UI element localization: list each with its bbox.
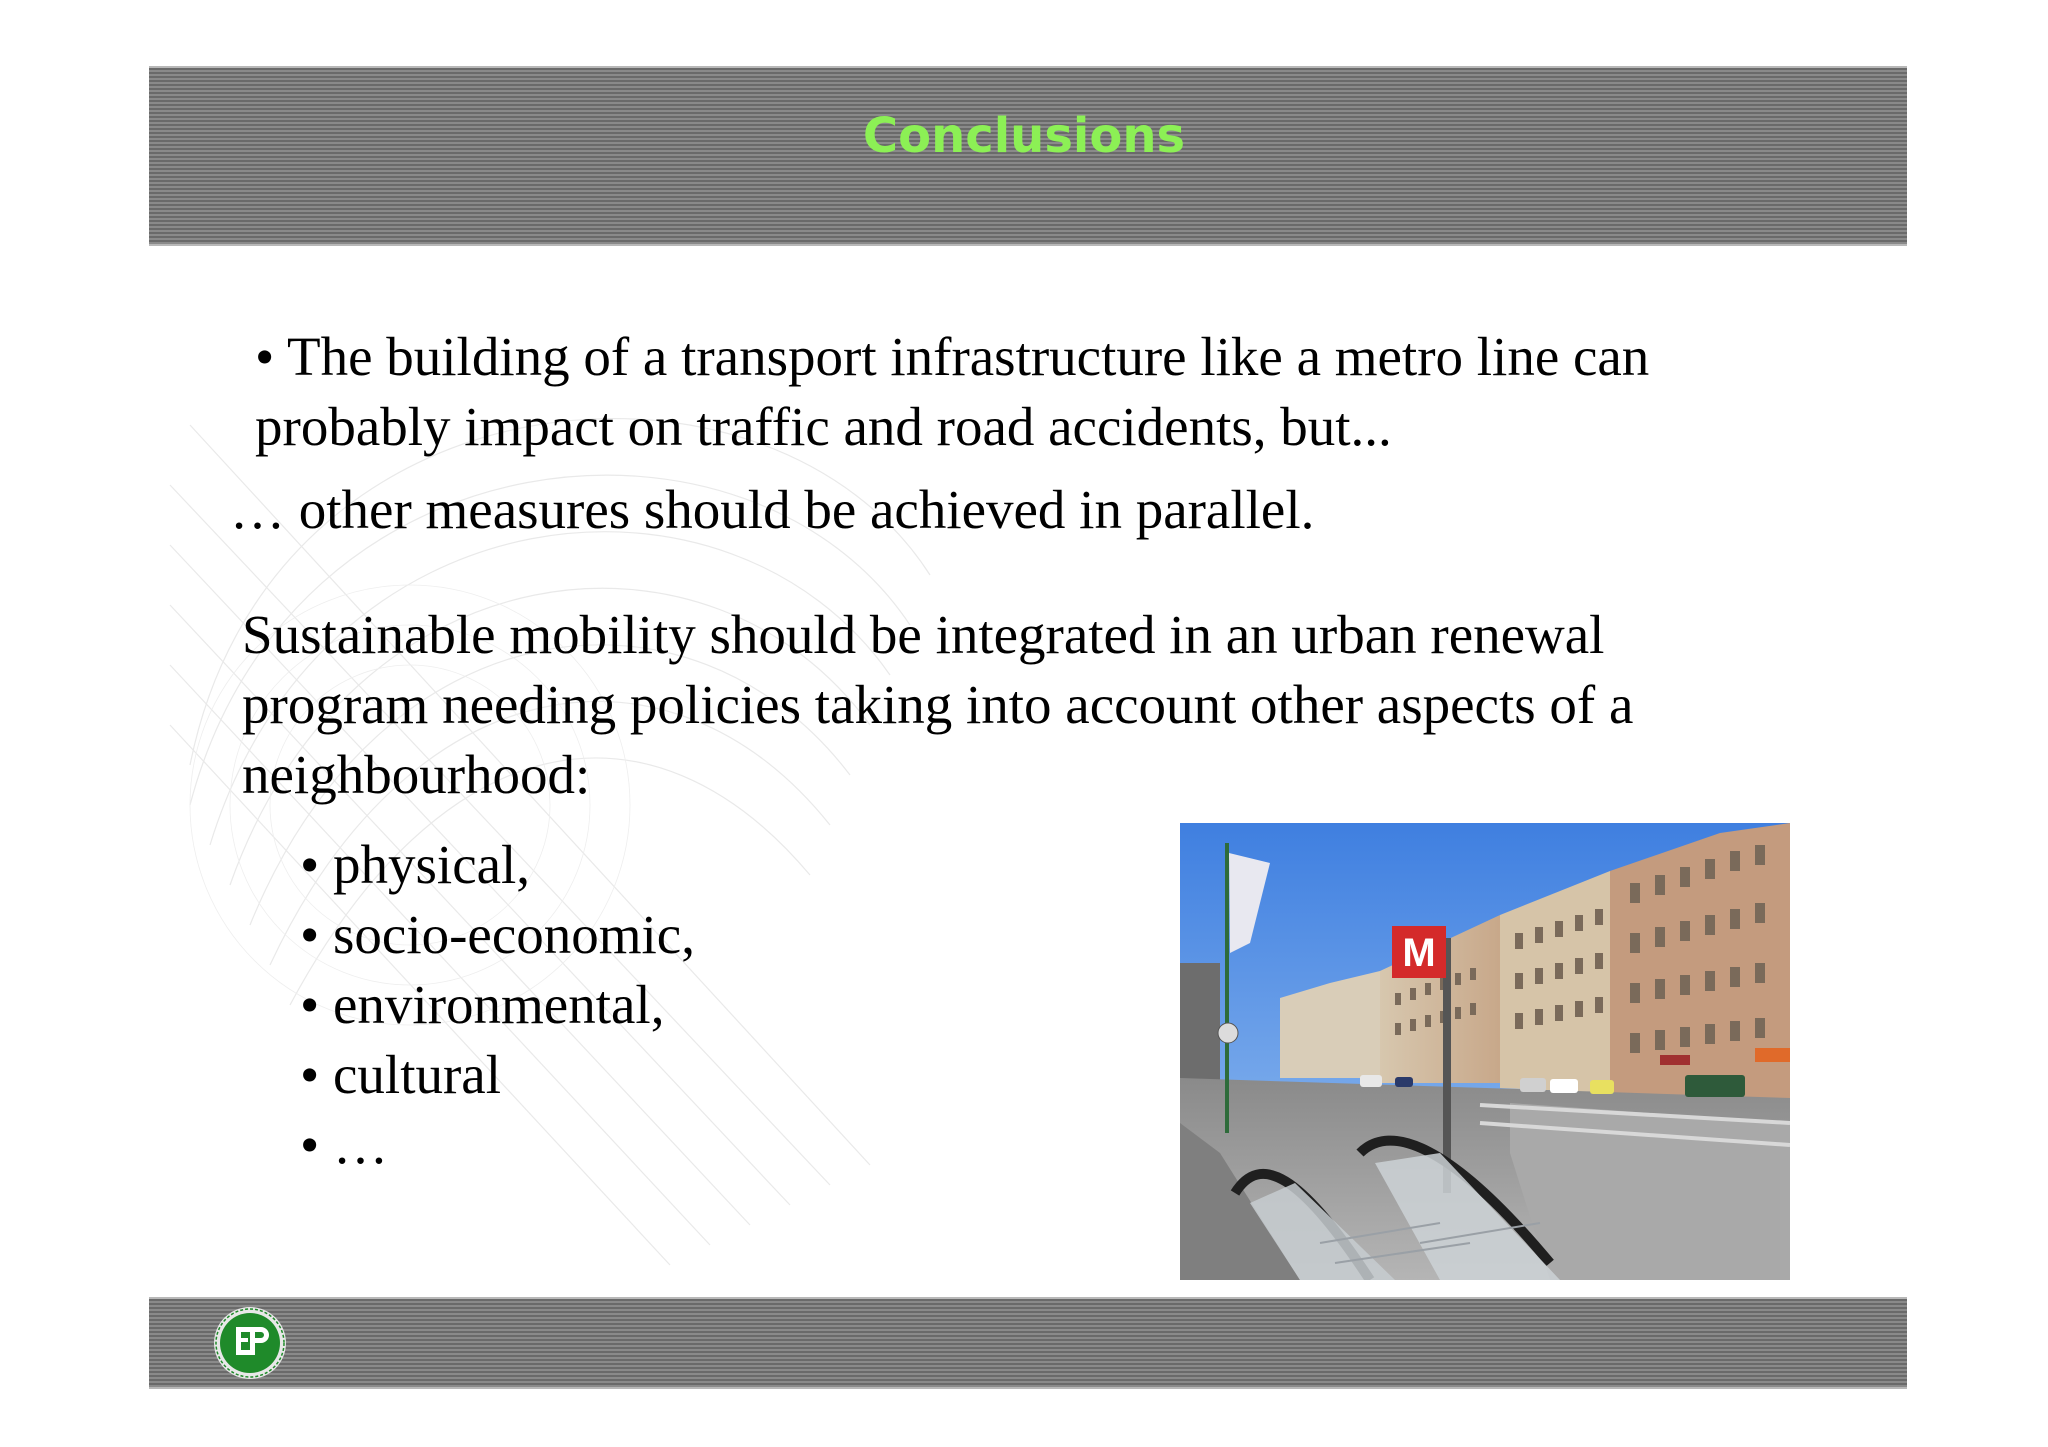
bullet-item: • … [300,1110,695,1180]
metro-sign-letter: M [1402,931,1436,975]
paragraph-sustainable-mobility: Sustainable mobility should be integrated in an urban renewal program needing policies taking into account other aspects of a neighbourhood: [242,604,1634,805]
footer-band [149,1297,1907,1389]
bullet-paragraph-metro: • The building of a transport infrastructure like a metro line can probably impact on traffic and road accidents, but... [255,326,1650,457]
bullet-item: • physical, [300,830,695,900]
bullet-item: • environmental, [300,970,695,1040]
paragraph-other-measures: … other measures should be achieved in parallel. [230,479,1315,540]
ep-epidemiologia-logo-icon [212,1305,288,1381]
metro-station-photo [1180,823,1790,1280]
aspects-bullet-list [300,830,695,1180]
slide-title: Conclusions [862,108,1186,164]
bullet-item: • cultural [300,1040,695,1110]
bullet-item: • socio-economic, [300,900,695,970]
